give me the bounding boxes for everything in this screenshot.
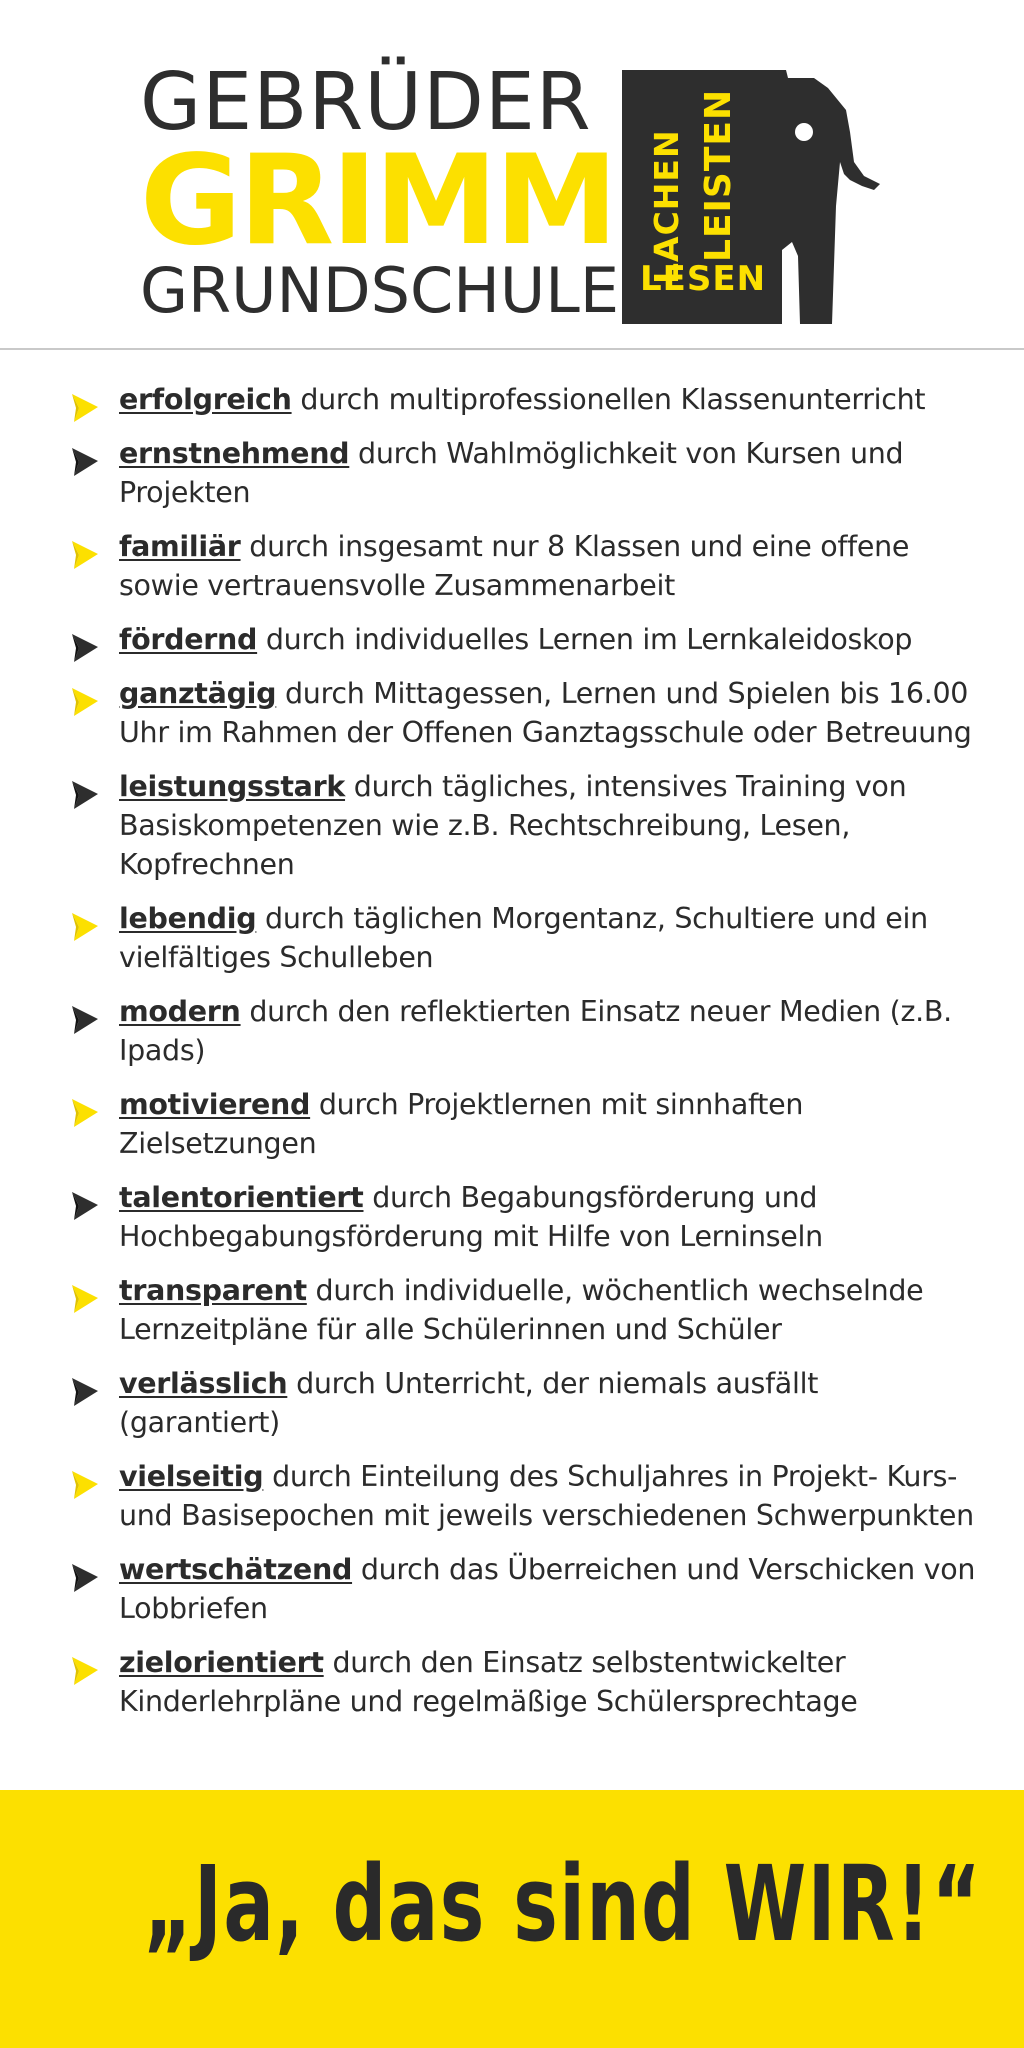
logo-line-grundschule: GRUNDSCHULE [140, 254, 619, 327]
list-item-text [119, 527, 984, 605]
list-item-description: durch tägliches, intensives Training von Basiskompetenzen wie z.B. Rechtschreibung, Lesen, Kopfrechnen [119, 770, 907, 881]
list-item [0, 674, 1024, 752]
list-item-term: fördernd [119, 623, 258, 656]
list-item-term: talentorientiert [119, 1181, 364, 1214]
list-item [0, 620, 1024, 659]
yellow-arrow-bullet-icon [70, 911, 100, 943]
list-item-text [119, 434, 984, 512]
list-item [0, 1457, 1024, 1535]
list-item-term: leistungsstark [119, 770, 346, 803]
badge-word-lesen: LESEN [640, 259, 767, 299]
list-item [0, 527, 1024, 605]
list-item-text [119, 899, 984, 977]
list-item-term: ernstnehmend [119, 437, 350, 470]
list-item-term: modern [119, 995, 241, 1028]
list-item-text [119, 1457, 984, 1535]
list-item-text [119, 1643, 984, 1721]
list-item-text [119, 620, 984, 659]
dark-arrow-bullet-icon [70, 779, 100, 811]
list-item-description: durch Projektlernen mit sinnhaften Zielsetzungen [119, 1088, 804, 1160]
badge-word-leisten: LEISTEN [698, 88, 739, 262]
list-item-term: lebendig [119, 902, 257, 935]
list-item-description: durch Einteilung des Schuljahres in Projekt- Kurs- und Basisepochen mit jeweils verschiedenen Schwerpunkten [119, 1460, 974, 1532]
header-divider [0, 348, 1024, 350]
list-item-term: familiär [119, 530, 241, 563]
yellow-arrow-bullet-icon [70, 1469, 100, 1501]
list-item-text [119, 767, 984, 884]
list-item-description: durch täglichen Morgentanz, Schultiere und ein vielfältiges Schulleben [119, 902, 928, 974]
list-item-term: vielseitig [119, 1460, 264, 1493]
list-item-description: durch individuelle, wöchentlich wechselnde Lernzeitpläne für alle Schülerinnen und Schüler [119, 1274, 924, 1346]
list-item [0, 1364, 1024, 1442]
list-item [0, 1550, 1024, 1628]
elephant-logo-icon [618, 66, 880, 324]
list-item-text [119, 1364, 984, 1442]
list-item-description: durch insgesamt nur 8 Klassen und eine offene sowie vertrauensvolle Zusammenarbeit [119, 530, 910, 602]
list-item [0, 1271, 1024, 1349]
list-item-text [119, 380, 984, 419]
list-item-term: transparent [119, 1274, 307, 1307]
list-item [0, 1085, 1024, 1163]
yellow-arrow-bullet-icon [70, 392, 100, 424]
dark-arrow-bullet-icon [70, 1376, 100, 1408]
list-item-term: zielorientiert [119, 1646, 324, 1679]
school-logo [0, 0, 1024, 348]
list-item-description: durch den reflektierten Einsatz neuer Medien (z.B. Ipads) [119, 995, 952, 1067]
list-item-text [119, 1085, 984, 1163]
list-item-term: ganztägig [119, 677, 277, 710]
yellow-arrow-bullet-icon [70, 686, 100, 718]
yellow-arrow-bullet-icon [70, 539, 100, 571]
yellow-arrow-bullet-icon [70, 1655, 100, 1687]
list-item [0, 1643, 1024, 1721]
list-item-description: durch Mittagessen, Lernen und Spielen bis 16.00 Uhr im Rahmen der Offenen Ganztagsschule oder Betreuung [119, 677, 972, 749]
list-item-term: erfolgreich [119, 383, 292, 416]
list-item-text [119, 992, 984, 1070]
list-item [0, 434, 1024, 512]
list-item [0, 899, 1024, 977]
slogan-text: „Ja, das sind WIR!“ [143, 1843, 983, 1965]
slogan-banner [0, 1790, 1024, 2048]
dark-arrow-bullet-icon [70, 1562, 100, 1594]
list-item-text [119, 674, 984, 752]
feature-list [0, 380, 1024, 1736]
logo-line-gebrueder: GEBRÜDER [140, 56, 592, 148]
list-item-description: durch Wahlmöglichkeit von Kursen und Projekten [119, 437, 904, 509]
dark-arrow-bullet-icon [70, 632, 100, 664]
list-item-description: durch individuelles Lernen im Lernkaleidoskop [257, 623, 913, 656]
list-item-term: motivierend [119, 1088, 311, 1121]
list-item-text [119, 1178, 984, 1256]
yellow-arrow-bullet-icon [70, 1097, 100, 1129]
list-item-description: durch den Einsatz selbstentwickelter Kinderlehrpläne und regelmäßige Schülersprechtage [119, 1646, 858, 1718]
list-item-term: verlässlich [119, 1367, 288, 1400]
yellow-arrow-bullet-icon [70, 1283, 100, 1315]
list-item-description: durch multiprofessionellen Klassenunterricht [291, 383, 926, 416]
list-item-description: durch Begabungsförderung und Hochbegabungsförderung mit Hilfe von Lerninseln [119, 1181, 823, 1253]
dark-arrow-bullet-icon [70, 1004, 100, 1036]
list-item-description: durch Unterricht, der niemals ausfällt (garantiert) [119, 1367, 819, 1439]
list-item [0, 380, 1024, 419]
list-item-description: durch das Überreichen und Verschicken von Lobbriefen [119, 1553, 976, 1625]
list-item-text [119, 1550, 984, 1628]
list-item [0, 1178, 1024, 1256]
dark-arrow-bullet-icon [70, 446, 100, 478]
list-item [0, 767, 1024, 884]
list-item-term: wertschätzend [119, 1553, 353, 1586]
dark-arrow-bullet-icon [70, 1190, 100, 1222]
badge-word-lachen: LACHEN [647, 129, 686, 284]
logo-wordmark [140, 56, 619, 327]
logo-line-grimm: GRIMM [140, 129, 616, 273]
list-item [0, 992, 1024, 1070]
list-item-text [119, 1271, 984, 1349]
